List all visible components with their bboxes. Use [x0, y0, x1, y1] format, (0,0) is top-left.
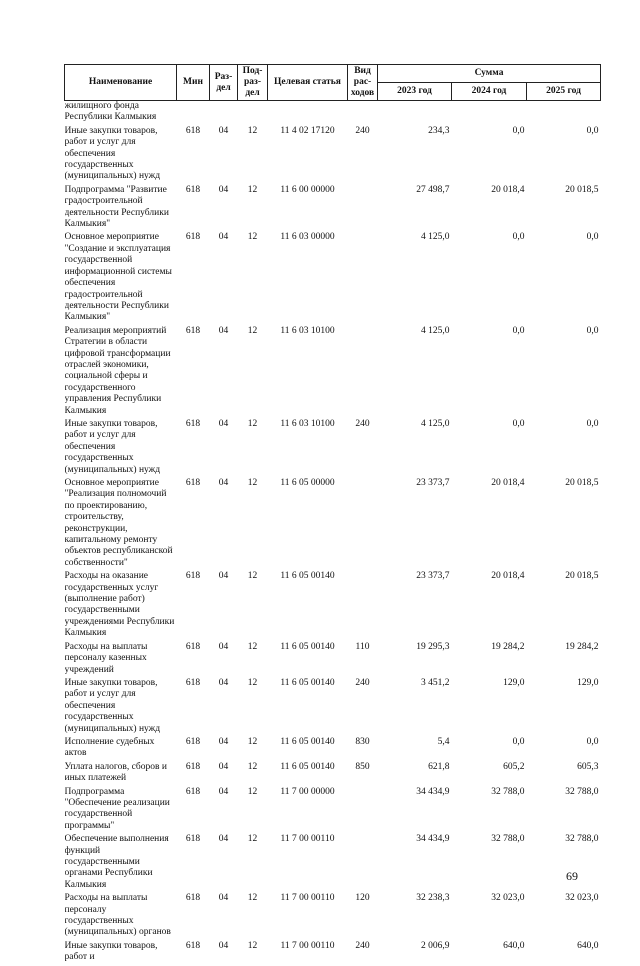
cell-y2025: 605,3 — [577, 761, 599, 772]
cell-y2023: 4 125,0 — [421, 418, 450, 429]
cell-target: 11 7 00 00110 — [280, 834, 335, 845]
cell-target: 11 6 05 00140 — [280, 736, 335, 747]
document-page — [64, 64, 600, 966]
cell-vid — [348, 834, 378, 893]
cell-y2023: 19 295,3 — [416, 641, 450, 652]
cell-razdel: 04 — [218, 184, 229, 195]
col-header-target: Целевая статья — [268, 65, 348, 101]
cell-y2025: 0,0 — [586, 418, 599, 429]
cell-name: Подпрограмма "Обеспечение реализации государственной программы" — [64, 786, 170, 831]
cell-razdel: 04 — [218, 418, 229, 429]
cell-target: 11 6 03 10100 — [280, 325, 335, 336]
cell-y2024: 32 788,0 — [491, 786, 525, 797]
cell-y2023: 23 373,7 — [416, 478, 450, 488]
cell-podrazdel: 12 — [247, 736, 258, 747]
col-header-name: Наименование — [65, 65, 177, 101]
col-header-razdel: Раз-дел — [210, 65, 238, 101]
cell-podrazdel: 12 — [247, 184, 258, 195]
cell-podrazdel: 12 — [247, 834, 258, 845]
cell-y2025: 129,0 — [577, 677, 599, 688]
cell-razdel: 04 — [218, 571, 229, 582]
cell-target: 11 7 00 00110 — [280, 893, 335, 904]
cell-vid — [348, 101, 378, 126]
cell-min: 618 — [185, 834, 201, 845]
cell-vid: 240 — [355, 125, 370, 136]
cell-y2024: 640,0 — [503, 940, 525, 951]
table-row — [65, 893, 601, 941]
cell-razdel: 04 — [218, 761, 229, 772]
table-row — [65, 762, 601, 787]
cell-podrazdel: 12 — [247, 325, 258, 336]
cell-y2024: 0,0 — [512, 232, 525, 243]
cell-y2024: 129,0 — [503, 677, 525, 688]
cell-podrazdel: 12 — [247, 571, 258, 582]
cell-y2025: 0,0 — [586, 736, 599, 747]
cell-y2025 — [527, 101, 601, 126]
table-row — [65, 737, 601, 762]
cell-y2024 — [452, 101, 527, 126]
table-row — [65, 101, 601, 126]
cell-target: 11 6 05 00140 — [280, 571, 335, 582]
cell-min: 618 — [185, 736, 201, 747]
col-header-sum: Сумма — [378, 65, 601, 83]
cell-vid — [348, 185, 378, 233]
cell-y2025: 0,0 — [586, 232, 599, 243]
cell-vid — [348, 787, 378, 835]
cell-vid — [348, 478, 378, 571]
table-header — [65, 65, 601, 101]
cell-y2024: 19 284,2 — [491, 641, 525, 652]
table-row — [65, 232, 601, 325]
cell-min: 618 — [185, 125, 201, 136]
table-row — [65, 185, 601, 233]
cell-y2023: 234,3 — [428, 125, 450, 136]
cell-name: Подпрограмма "Развитие градостроительной деятельности Республики Калмыкия" — [64, 184, 169, 230]
cell-y2023 — [378, 101, 452, 126]
cell-name: жилищного фонда Республики Калмыкия — [64, 101, 157, 123]
cell-y2024: 32 788,0 — [491, 834, 525, 845]
cell-y2024: 0,0 — [512, 325, 525, 336]
cell-podrazdel: 12 — [247, 677, 258, 688]
cell-y2025: 19 284,2 — [565, 641, 599, 652]
cell-podrazdel: 12 — [247, 940, 258, 951]
cell-y2023: 4 125,0 — [421, 232, 450, 243]
cell-target: 11 6 05 00140 — [280, 677, 335, 688]
cell-razdel — [210, 101, 238, 126]
cell-target: 11 6 03 10100 — [280, 418, 335, 429]
cell-min: 618 — [185, 761, 201, 772]
budget-table — [64, 64, 601, 966]
cell-y2023: 621,8 — [428, 761, 450, 772]
cell-name: Реализация мероприятий Стратегии в области цифровой трансформации отраслей экономики, социальной сферы и государственного управления Республики Калмыкия — [64, 325, 171, 416]
cell-razdel: 04 — [218, 125, 229, 136]
cell-name: Иные закупки товаров, работ и услуг для обеспечения государственных (муниципальных) нужд — [64, 418, 161, 475]
cell-y2023: 2 006,9 — [421, 940, 450, 951]
cell-min: 618 — [185, 232, 201, 243]
cell-y2023: 34 434,9 — [416, 834, 450, 845]
cell-y2024: 20 018,4 — [491, 478, 525, 488]
cell-y2023: 34 434,9 — [416, 786, 450, 797]
cell-y2025: 0,0 — [586, 125, 599, 136]
cell-razdel: 04 — [218, 478, 229, 488]
cell-target: 11 6 03 00000 — [280, 232, 335, 243]
cell-target — [268, 101, 348, 126]
page-number: 69 — [566, 869, 578, 883]
cell-razdel: 04 — [218, 232, 229, 243]
cell-vid: 240 — [355, 418, 370, 429]
cell-y2023: 23 373,7 — [416, 571, 450, 582]
cell-y2025: 32 023,0 — [565, 893, 599, 904]
col-header-min: Мин — [177, 65, 210, 101]
table-row — [65, 787, 601, 835]
cell-min: 618 — [185, 418, 201, 429]
col-header-vid: Вид рас-ходов — [348, 65, 378, 101]
table-row — [65, 326, 601, 419]
col-header-podrazdel: Под-раз-дел — [238, 65, 268, 101]
table-row — [65, 678, 601, 737]
cell-target: 11 4 02 17120 — [280, 125, 335, 136]
cell-razdel: 04 — [218, 736, 229, 747]
cell-name: Уплата налогов, сборов и иных платежей — [64, 761, 167, 784]
cell-razdel: 04 — [218, 940, 229, 951]
cell-name: Расходы на выплаты персоналу государственных (муниципальных) органов — [64, 893, 171, 938]
cell-target: 11 7 00 00000 — [280, 786, 335, 797]
cell-vid: 240 — [355, 940, 370, 951]
cell-target: 11 7 00 00110 — [280, 940, 335, 951]
cell-vid — [348, 571, 378, 641]
table-row — [65, 419, 601, 478]
cell-y2023: 3 451,2 — [421, 677, 450, 688]
table-row — [65, 834, 601, 893]
cell-y2025: 32 788,0 — [565, 786, 599, 797]
cell-target: 11 6 00 00000 — [280, 184, 335, 195]
cell-vid: 830 — [355, 736, 370, 747]
cell-name: Обеспечение выполнения функций государственными органами Республики Калмыкия — [64, 834, 169, 890]
cell-podrazdel: 12 — [247, 893, 258, 904]
cell-razdel: 04 — [218, 893, 229, 904]
cell-min: 618 — [185, 940, 201, 951]
cell-min: 618 — [185, 893, 201, 904]
cell-y2024: 20 018,4 — [491, 571, 525, 582]
cell-target: 11 6 05 00140 — [280, 641, 335, 652]
cell-vid: 240 — [355, 677, 370, 688]
cell-razdel: 04 — [218, 834, 229, 845]
cell-name: Иные закупки товаров, работ и услуг для обеспечения государственных (муниципальных) нужд — [64, 677, 161, 734]
cell-min: 618 — [185, 325, 201, 336]
cell-vid — [348, 326, 378, 419]
cell-name: Основное мероприятие "Реализация полномочий по проектированию, строительству, реконструкции, капитальному ремонту объектов республиканской собственности" — [64, 478, 173, 568]
cell-y2025: 20 018,5 — [565, 184, 599, 195]
table-row — [65, 571, 601, 641]
cell-min: 618 — [185, 786, 201, 797]
col-header-2024: 2024 год — [452, 83, 527, 101]
cell-podrazdel: 12 — [247, 761, 258, 772]
cell-podrazdel: 12 — [247, 641, 258, 652]
cell-vid — [348, 232, 378, 325]
cell-name: Расходы на оказание государственных услуг (выполнение работ) государственными учреждениями Республики Калмыкия — [64, 571, 175, 639]
table-row — [65, 478, 601, 571]
cell-min: 618 — [185, 478, 201, 488]
col-header-2025: 2025 год — [527, 83, 601, 101]
col-header-2023: 2023 год — [378, 83, 452, 101]
cell-podrazdel — [238, 101, 268, 126]
cell-min: 618 — [185, 184, 201, 195]
cell-min: 618 — [185, 677, 201, 688]
cell-y2024: 32 023,0 — [491, 893, 525, 904]
cell-name: Основное мероприятие "Создание и эксплуатация государственной информационной системы обеспечения градостроительной деятельности Республики Калмыкия" — [64, 232, 172, 323]
table-row — [65, 126, 601, 185]
table-row — [65, 642, 601, 678]
cell-vid: 120 — [355, 893, 370, 904]
cell-y2023: 27 498,7 — [416, 184, 450, 195]
cell-vid: 850 — [355, 761, 370, 772]
cell-podrazdel: 12 — [247, 478, 258, 488]
cell-podrazdel: 12 — [247, 418, 258, 429]
cell-podrazdel: 12 — [247, 125, 258, 136]
cell-min: 618 — [185, 571, 201, 582]
cell-target: 11 6 05 00000 — [280, 478, 335, 488]
cell-name: Иные закупки товаров, работ и услуг для обеспечения государственных (муниципальных) нужд — [64, 125, 161, 182]
cell-y2025: 20 018,5 — [565, 478, 599, 488]
cell-min — [177, 101, 210, 126]
cell-name: Расходы на выплаты персоналу казенных учреждений — [64, 641, 148, 675]
cell-y2024: 20 018,4 — [491, 184, 525, 195]
cell-razdel: 04 — [218, 677, 229, 688]
cell-name: Исполнение судебных актов — [64, 736, 155, 759]
cell-razdel: 04 — [218, 641, 229, 652]
cell-y2023: 4 125,0 — [421, 325, 450, 336]
cell-y2023: 32 238,3 — [416, 893, 450, 904]
cell-vid: 110 — [355, 641, 370, 652]
cell-y2025: 32 788,0 — [565, 834, 599, 845]
cell-y2024: 0,0 — [512, 736, 525, 747]
cell-y2024: 0,0 — [512, 125, 525, 136]
cell-y2024: 605,2 — [503, 761, 525, 772]
cell-y2025: 0,0 — [586, 325, 599, 336]
cell-y2025: 640,0 — [577, 940, 599, 951]
table-row — [65, 941, 601, 966]
table-body — [65, 101, 601, 966]
cell-y2025: 20 018,5 — [565, 571, 599, 582]
cell-podrazdel: 12 — [247, 232, 258, 243]
cell-y2023: 5,4 — [437, 736, 450, 747]
cell-target: 11 6 05 00140 — [280, 761, 335, 772]
cell-razdel: 04 — [218, 786, 229, 797]
cell-min: 618 — [185, 641, 201, 652]
cell-name: Иные закупки товаров, работ и — [64, 940, 158, 963]
cell-y2024: 0,0 — [512, 418, 525, 429]
cell-razdel: 04 — [218, 325, 229, 336]
cell-podrazdel: 12 — [247, 786, 258, 797]
